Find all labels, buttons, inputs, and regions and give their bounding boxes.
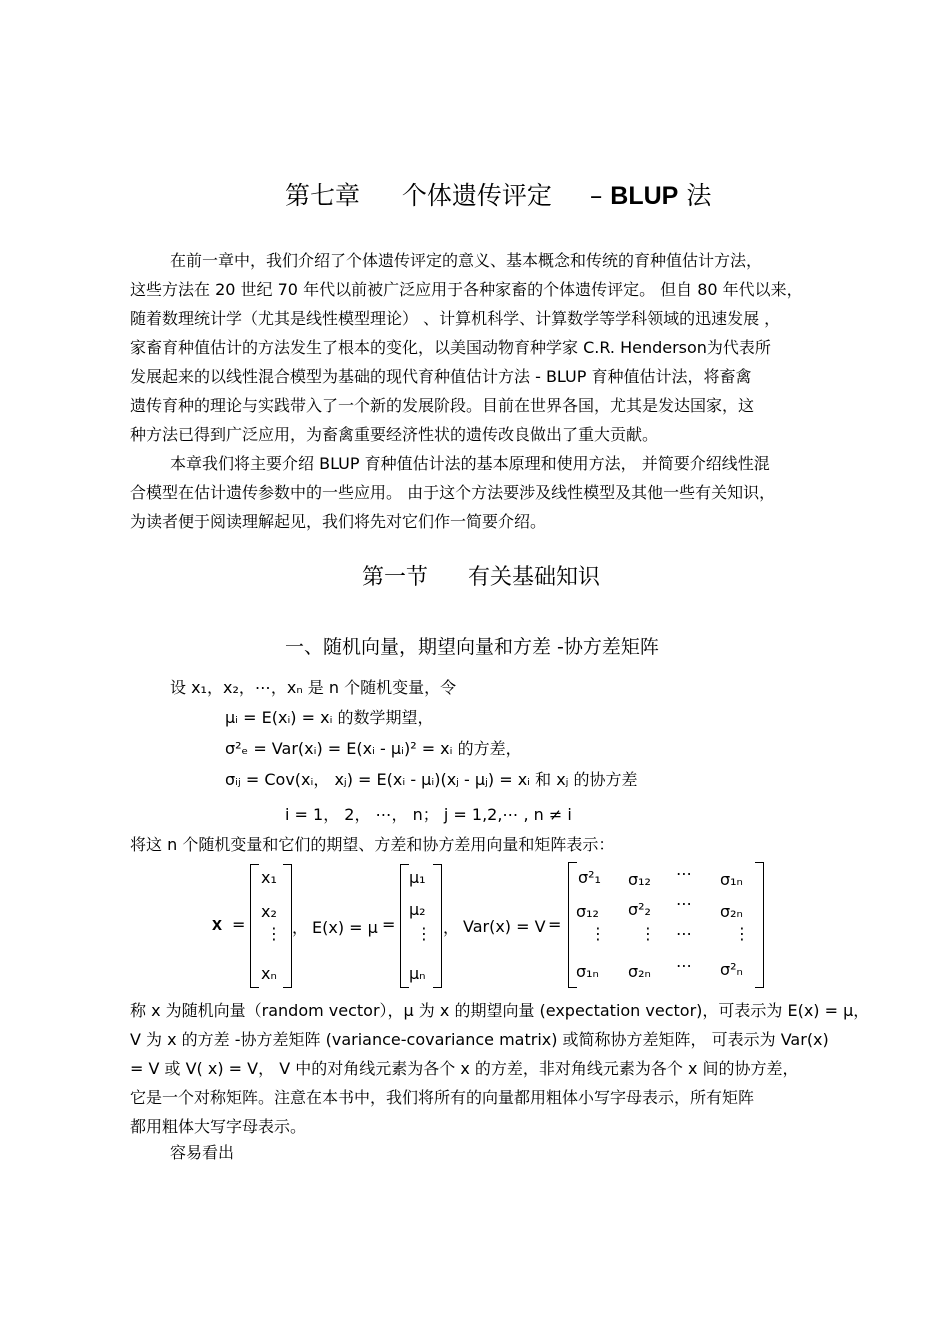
vector-element: μₙ [409, 964, 426, 983]
right-bracket [283, 864, 292, 988]
text-line: 家畜育种值估计的方法发生了根本的变化，以美国动物育种学家 C.R. Henderson为代表所 [130, 338, 771, 357]
vector-element: xₙ [261, 964, 277, 983]
text-line: 都用粗体大写字母表示。 [130, 1117, 307, 1136]
mean-definition: μᵢ = E(xᵢ) = xᵢ 的数学期望， [225, 708, 434, 727]
vector-element: x₁ [261, 868, 277, 887]
expectation-label: E(x) = μ [312, 918, 378, 937]
matrix-element: σ₂ₙ [628, 962, 651, 981]
equals-sign: = [232, 915, 246, 934]
text-line: = V 或 V( x) = V， V 中的对角线元素为各个 x 的方差，非对角线元素为各个 x 间的协方差， [130, 1059, 799, 1078]
section-number: 第一节 [362, 565, 429, 590]
text-line: 发展起来的以线性混合模型为基础的现代育种值估计方法 - BLUP 育种值估计法，将畜禽 [130, 367, 752, 386]
matrix-element: σ²₁ [578, 868, 601, 887]
comma: ， [443, 918, 460, 937]
matrix-element: ⋮ [734, 924, 750, 943]
matrix-element: ⋯ [676, 956, 692, 975]
variance-label: Var(x) = V [463, 917, 546, 936]
subsection-heading: 一、随机向量，期望向量和方差 -协方差矩阵 [285, 636, 659, 658]
matrix-element: ⋮ [640, 924, 656, 943]
variance-definition: σ²ₑ = Var(xᵢ) = E(xᵢ - μᵢ)² = xᵢ 的方差， [225, 739, 522, 758]
text-line: 本章我们将主要介绍 BLUP 育种值估计法的基本原理和使用方法， 并简要介绍线性混 [170, 454, 770, 473]
text-line: 称 x 为随机向量（random vector），μ 为 x 的期望向量 (expectation vector)，可表示为 E(x) = μ， [130, 1001, 870, 1020]
matrix-intro-line: 将这 n 个随机变量和它们的期望、方差和协方差用向量和矩阵表示： [130, 835, 615, 854]
vector-element: μ₁ [409, 868, 426, 887]
x-vector [250, 864, 292, 988]
def-intro-line: 设 x₁，x₂，⋯，xₙ 是 n 个随机变量，令 [170, 678, 457, 697]
left-bracket [250, 864, 259, 988]
text-line: 这些方法在 20 世纪 70 年代以前被广泛应用于各种家畜的个体遗传评定。 但自 80 年代以来， [130, 280, 803, 299]
intro-paragraph-2 [130, 449, 775, 536]
vector-element: x₂ [261, 902, 277, 921]
matrix-element: σ₁ₙ [576, 962, 599, 981]
mu-vector [400, 864, 442, 988]
vector-element: ⋮ [416, 924, 432, 943]
matrix-element: ⋮ [590, 924, 606, 943]
chapter-number: 第七章 [285, 181, 361, 210]
chapter-title [285, 176, 711, 212]
right-bracket [433, 864, 442, 988]
index-range: i = 1， 2， ⋯， n； j = 1,2,⋯ , n ≠ i [285, 805, 572, 824]
matrix-element: σ₂ₙ [720, 902, 743, 921]
left-bracket [400, 864, 409, 988]
text-line: 遗传育种的理论与实践带入了一个新的发展阶段。目前在世界各国，尤其是发达国家，这 [130, 396, 755, 415]
vector-element: μ₂ [409, 900, 426, 919]
explanation-paragraph [130, 996, 869, 1141]
covariance-definition: σᵢⱼ = Cov(xᵢ， xⱼ) = E(xᵢ - μᵢ)(xⱼ - μⱼ) = xᵢ 和 xⱼ 的协方差 [225, 770, 638, 789]
text-line: 为读者便于阅读理解起见，我们将先对它们作一简要介绍。 [130, 512, 547, 531]
matrix-element: σ₁ₙ [720, 870, 743, 889]
text-line: 随着数理统计学（尤其是线性模型理论） 、计算机科学、计算数学等学科领域的迅速发展 ， [130, 309, 781, 328]
equals-sign: = [548, 915, 562, 934]
matrix-element: ⋯ [676, 924, 692, 943]
x-vector-label: x [212, 914, 223, 934]
title-suffix: 法 [686, 181, 712, 210]
text-line: V 为 x 的方差 -协方差矩阵 (variance-covariance matrix) 或简称协方差矩阵， 可表示为 Var(x) [130, 1030, 829, 1049]
text-line: 在前一章中，我们介绍了个体遗传评定的意义、基本概念和传统的育种值估计方法， [170, 251, 763, 270]
section-heading [362, 560, 600, 591]
intro-paragraph-1 [130, 246, 803, 449]
matrix-element: σ²ₙ [720, 960, 743, 979]
matrix-element: σ²₂ [628, 900, 651, 919]
text-line: 它是一个对称矩阵。注意在本书中，我们将所有的向量都用粗体小写字母表示，所有矩阵 [130, 1088, 755, 1107]
matrix-element: ⋯ [676, 894, 692, 913]
text-line: 合模型在估计遗传参数中的一些应用。 由于这个方法要涉及线性模型及其他一些有关知识， [130, 483, 776, 502]
section-title: 有关基础知识 [468, 565, 601, 590]
chapter-name: 个体遗传评定 [401, 181, 552, 210]
title-dash: – [589, 181, 603, 210]
comma: ， [292, 918, 309, 937]
covariance-matrix [568, 862, 764, 988]
equals-sign: = [382, 915, 396, 934]
matrix-element: ⋯ [676, 864, 692, 883]
title-method: BLUP [610, 182, 679, 210]
final-line: 容易看出 [170, 1143, 235, 1162]
text-line: 种方法已得到广泛应用，为畜禽重要经济性状的遗传改良做出了重大贡献。 [130, 425, 659, 444]
matrix-element: σ₁₂ [576, 902, 599, 921]
matrix-element: σ₁₂ [628, 870, 651, 889]
right-bracket [755, 862, 764, 988]
vector-element: ⋮ [266, 924, 282, 943]
